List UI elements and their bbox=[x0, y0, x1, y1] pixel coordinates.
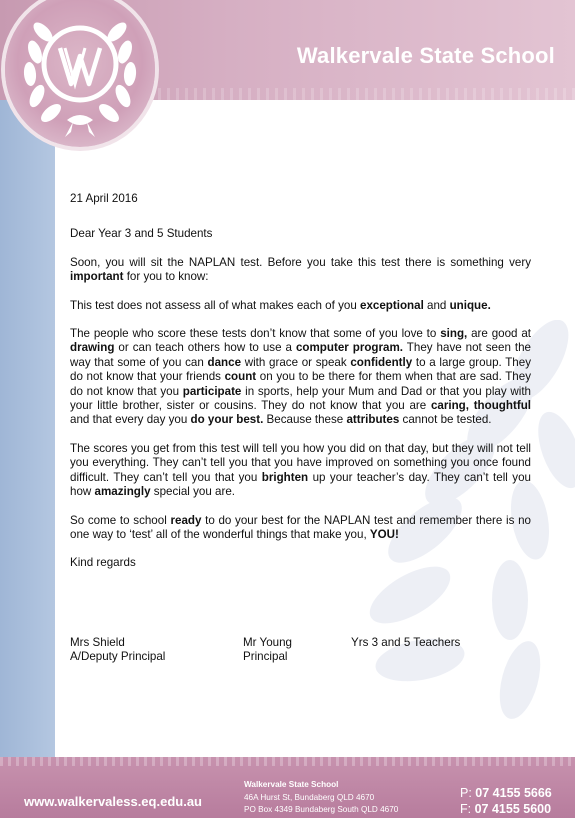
emphasized-text: important bbox=[70, 270, 124, 284]
emphasized-text: participate bbox=[182, 384, 242, 398]
emphasized-text: dance bbox=[207, 355, 242, 369]
emphasized-text: confidently bbox=[350, 355, 413, 369]
emphasized-text: computer program. bbox=[295, 341, 404, 355]
emphasized-text: do your best. bbox=[190, 413, 264, 427]
text-run: The scores you get from this test will tell you how you did on that day, but they will not tell you everything. They can’t tell you that you have improved on something you once found difficult. They can’t tell you that you bbox=[70, 441, 531, 484]
emphasized-text: count bbox=[224, 370, 257, 384]
letter-paragraph-3 bbox=[70, 327, 531, 428]
signature-deputy-principal bbox=[70, 636, 165, 665]
text-run: to do your best for the NAPLAN test and remember there is no one way to ‘test’ all of the wonderful things that make you, bbox=[70, 513, 532, 541]
text-run: for you to know: bbox=[123, 270, 209, 284]
emphasized-text: exceptional bbox=[360, 298, 424, 312]
text-run: or can teach others how to use a bbox=[114, 341, 296, 355]
text-run: Soon, you will sit the NAPLAN test. Before you take this test there is something very bbox=[70, 255, 531, 269]
emphasized-text: attributes bbox=[346, 413, 400, 427]
emphasized-text: ready bbox=[170, 513, 202, 527]
footer-address-line-2: PO Box 4349 Bundaberg South QLD 4670 bbox=[244, 805, 399, 814]
text-run: with grace or speak bbox=[241, 355, 351, 369]
phone-label: P: bbox=[460, 786, 472, 800]
text-run: The people who score these tests don’t know that some of you love to bbox=[70, 327, 441, 341]
letter-body bbox=[70, 192, 531, 585]
letter-salutation: Dear Year 3 and 5 Students bbox=[70, 227, 213, 241]
fax-label: F: bbox=[460, 802, 472, 816]
footer-address-line-1: 46A Hurst St, Bundaberg QLD 4670 bbox=[244, 792, 375, 802]
school-name-heading: Walkervale State School bbox=[296, 43, 555, 68]
signature-title: Principal bbox=[243, 650, 288, 664]
letter-paragraph-1 bbox=[70, 256, 531, 285]
text-run: So come to school bbox=[70, 513, 171, 527]
signature-teachers bbox=[351, 636, 460, 650]
signature-title: A/Deputy Principal bbox=[70, 650, 166, 664]
emphasized-text: unique. bbox=[449, 298, 491, 312]
text-run: to a large group. They do not know that your friends bbox=[70, 355, 531, 384]
signature-principal bbox=[243, 636, 292, 665]
text-run: They have not seen the way that some of you can bbox=[70, 341, 532, 369]
footer-contact bbox=[460, 785, 552, 817]
footer-phone-row bbox=[460, 785, 552, 801]
phone-number: 07 4155 5666 bbox=[475, 786, 552, 800]
text-run: special you are. bbox=[150, 485, 235, 499]
letter-paragraph-4 bbox=[70, 442, 531, 500]
laurel-wreath-logo-icon bbox=[5, 0, 155, 147]
text-run: and bbox=[423, 298, 450, 312]
text-run: and that every day you bbox=[70, 413, 191, 427]
emphasized-text: sing, bbox=[440, 327, 468, 341]
left-side-bar bbox=[0, 100, 55, 757]
header-stripe-pattern bbox=[140, 88, 575, 100]
text-run: in sports, help your Mum and Dad or that you play with your little brother, sister or cousins. They do not know that you are bbox=[70, 384, 531, 413]
footer-fax-row bbox=[460, 801, 552, 817]
letter-paragraph-2 bbox=[70, 299, 531, 313]
emphasized-text: caring, thoughtful bbox=[430, 399, 531, 413]
emphasized-text: YOU! bbox=[369, 527, 399, 541]
fax-number: 07 4155 5600 bbox=[474, 802, 552, 816]
text-run: on you to be there for them when that are sad. They do not know that you bbox=[70, 370, 531, 398]
letter-closing: Kind regards bbox=[70, 556, 136, 570]
text-run: up your teacher’s day. They can’t tell you how bbox=[70, 470, 531, 499]
school-website-link[interactable]: www.walkervaless.eq.edu.au bbox=[24, 794, 202, 809]
emphasized-text: drawing bbox=[70, 341, 115, 355]
emphasized-text: amazingly bbox=[94, 485, 151, 499]
footer-stripe-pattern bbox=[0, 757, 575, 766]
letter-date: 21 April 2016 bbox=[70, 192, 138, 205]
school-logo bbox=[0, 0, 160, 150]
text-run: are good at bbox=[467, 327, 531, 341]
text-run: Because these bbox=[263, 413, 347, 427]
emphasized-text: brighten bbox=[261, 470, 309, 484]
letter-paragraph-5 bbox=[70, 514, 531, 543]
text-run: This test does not assess all of what makes each of you bbox=[70, 298, 360, 312]
signature-name: Yrs 3 and 5 Teachers bbox=[351, 636, 461, 649]
footer-address-name: Walkervale State School bbox=[244, 780, 339, 789]
signature-name: Mrs Shield bbox=[70, 636, 125, 649]
text-run: cannot be tested. bbox=[399, 413, 492, 427]
signature-name: Mr Young bbox=[243, 636, 292, 649]
footer-address bbox=[244, 779, 398, 817]
